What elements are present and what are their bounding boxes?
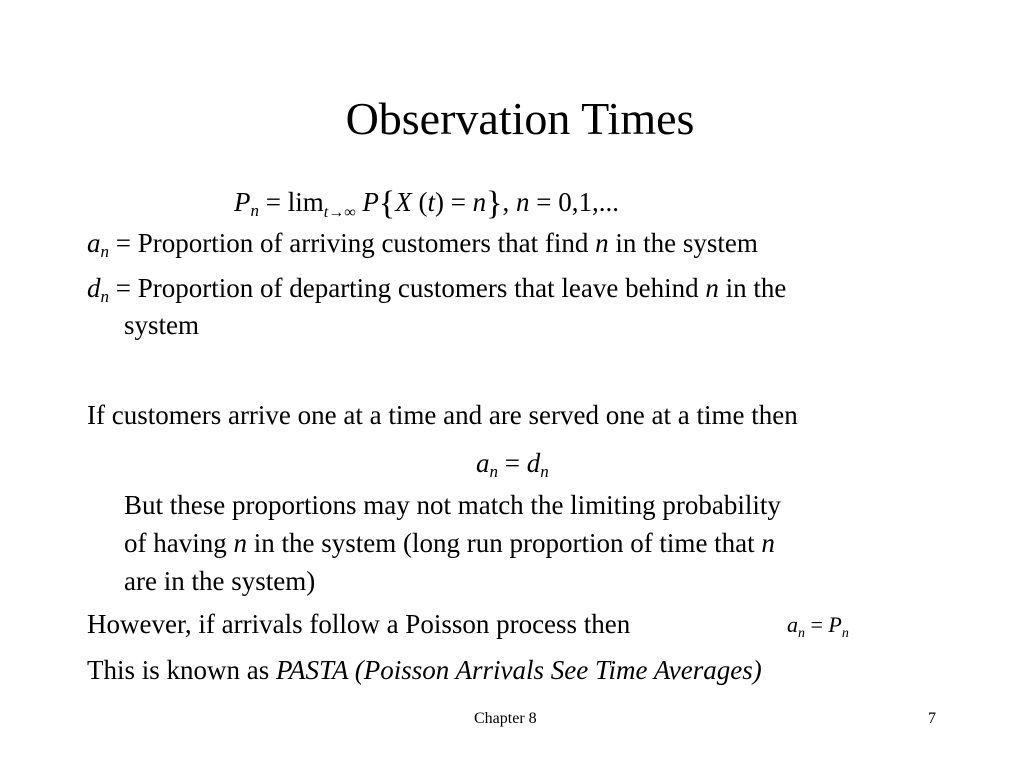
formula-t: t	[427, 187, 435, 217]
formula-lim: lim	[287, 187, 324, 217]
pasta-line	[87, 655, 762, 686]
def-an-text1: = Proportion of arriving customers that find	[109, 228, 596, 258]
pasta-italic: PASTA (Poisson Arrivals See Time Averages)	[276, 655, 762, 685]
formula-paren-close: ) =	[434, 187, 473, 217]
def-dn	[87, 273, 786, 304]
condition-text: If customers arrive one at a time and are served one at a time then	[87, 400, 798, 430]
formula-n2: n	[516, 187, 530, 217]
footer-page-number: 7	[928, 710, 936, 727]
eq-an-dn	[476, 448, 549, 479]
formula-rbrace: }	[486, 185, 503, 222]
def-dn-n: n	[705, 273, 719, 303]
def-an-var: a	[87, 228, 101, 258]
but-line2-b: in the system (long run proportion of time that	[246, 528, 762, 558]
eq2-p-sub: n	[841, 626, 849, 641]
but-line3: are in the system)	[124, 566, 316, 596]
but-line1: But these proportions may not match the limiting probability	[124, 490, 781, 520]
but-n1: n	[233, 528, 247, 558]
formula-n: n	[472, 187, 487, 217]
eq-a-sub: n	[489, 462, 498, 481]
eq2-p: P	[828, 612, 842, 637]
pasta-text: This is known as	[87, 655, 276, 685]
def-an-text2: in the system	[608, 228, 758, 258]
def-dn-var: d	[87, 273, 101, 303]
formula-x: X	[395, 187, 412, 217]
but-line2-a: of having	[124, 528, 234, 558]
formula-tail: = 0,1,...	[529, 187, 619, 217]
but-n2: n	[761, 528, 775, 558]
eq2-eq: =	[805, 612, 829, 637]
formula-p-var: P	[234, 187, 251, 217]
footer-chapter: Chapter 8	[474, 710, 537, 727]
formula-p2: P	[355, 187, 379, 217]
def-dn-text2: in the	[718, 273, 787, 303]
eq-d-sub: n	[540, 462, 549, 481]
formula-lbrace: {	[378, 185, 396, 222]
eq-eq: =	[498, 448, 527, 478]
def-an-n: n	[595, 228, 609, 258]
formula-eq: =	[259, 187, 288, 217]
formula-paren-open: (	[411, 187, 428, 217]
eq-an-pn	[787, 612, 849, 641]
formula-p-sub: n	[250, 201, 259, 220]
formula-comma: ,	[502, 187, 516, 217]
formula-lim-sub: t→∞	[323, 204, 356, 221]
def-dn-sub: n	[100, 287, 109, 306]
however-line	[87, 609, 630, 640]
eq-a: a	[476, 448, 490, 478]
eq2-a-sub: n	[798, 626, 805, 641]
eq2-a: a	[787, 612, 798, 637]
eq-d: d	[526, 448, 541, 478]
however-text: However, if arrivals follow a Poisson process then	[87, 609, 631, 639]
formula-pn	[234, 185, 619, 223]
slide-title: Observation Times	[345, 93, 695, 144]
def-dn-text1: = Proportion of departing customers that leave behind	[109, 273, 706, 303]
def-dn-line2: system	[124, 310, 200, 340]
def-an-sub: n	[100, 242, 109, 261]
but-line2	[124, 528, 775, 559]
def-an	[87, 228, 758, 259]
